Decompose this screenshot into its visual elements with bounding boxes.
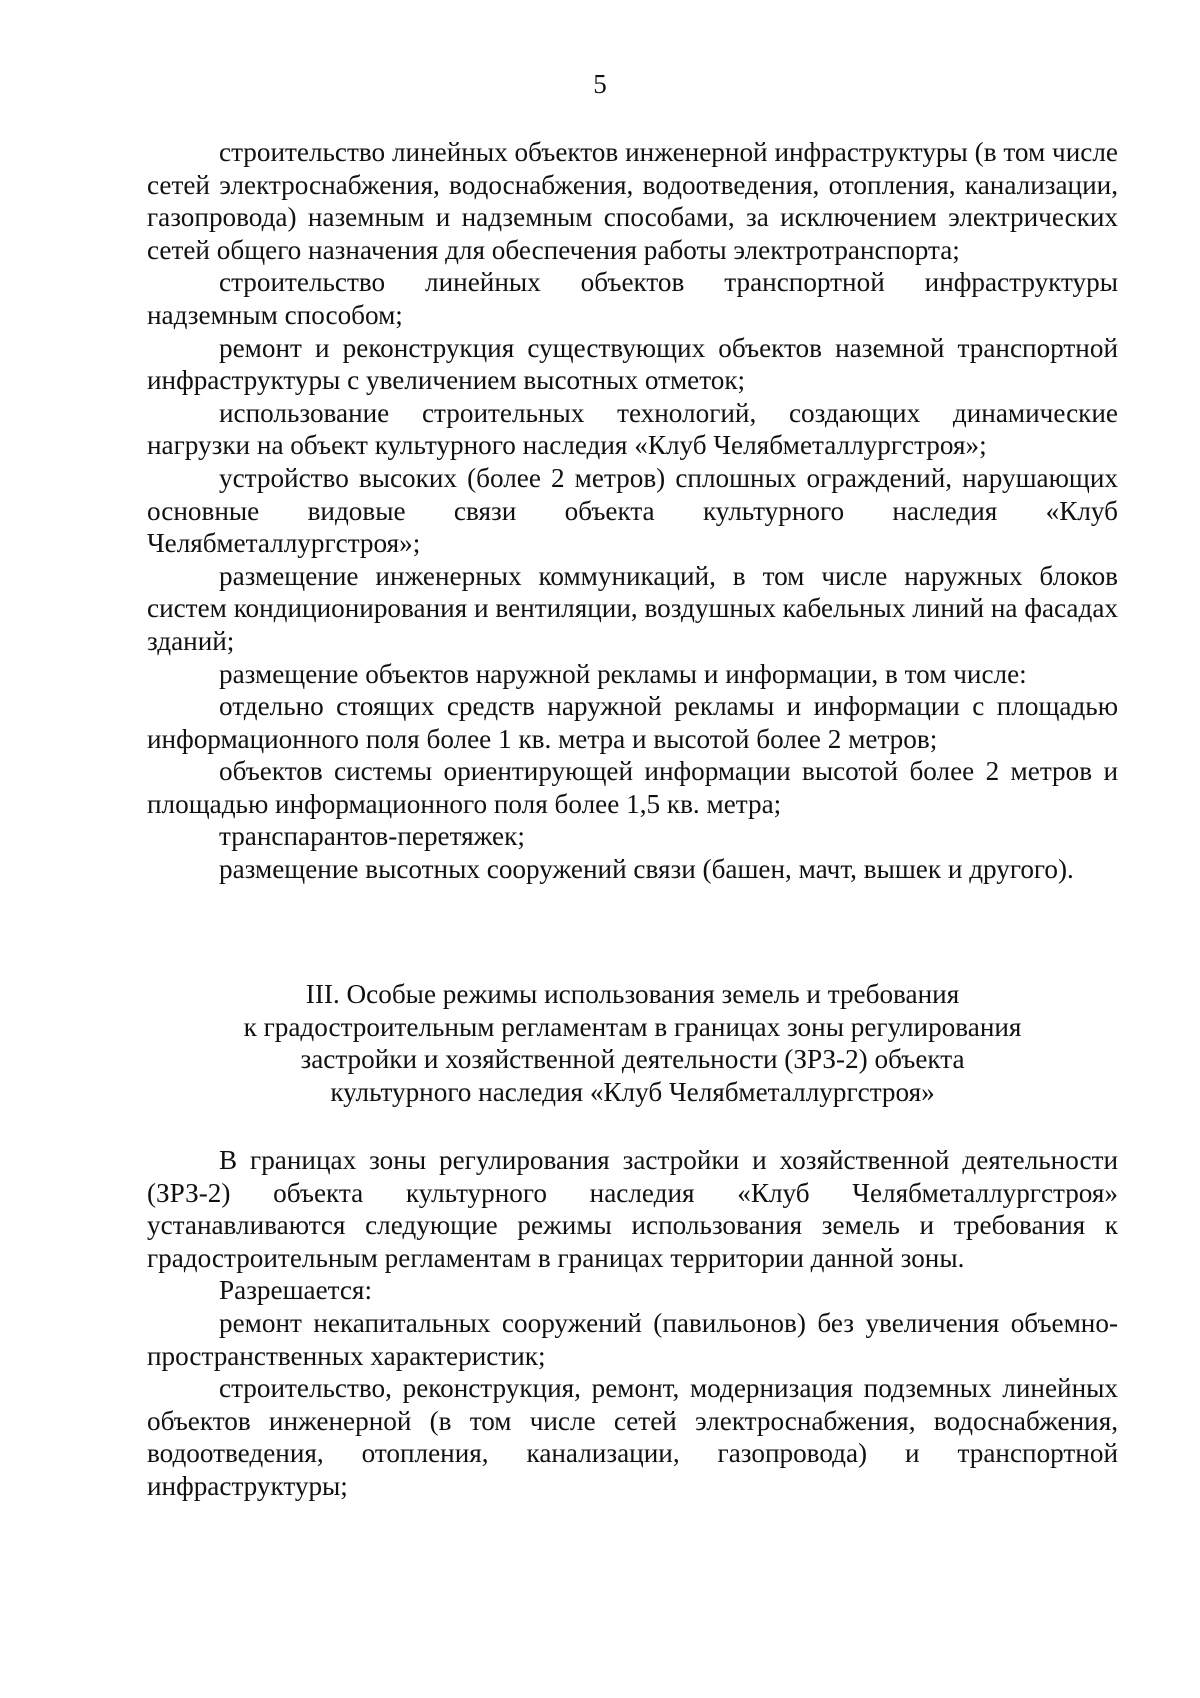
list-item: размещение инженерных коммуникаций, в том числе наружных блоков систем кондиционирования и вентиляции, воздушных кабельных линий на фасадах зданий;	[147, 560, 1118, 656]
list-item: строительство линейных объектов транспортной инфраструктуры надземным способом;	[147, 267, 1118, 330]
section-heading	[147, 978, 1118, 1108]
section-title-line: к градостроительным регламентам в границах зоны регулирования	[243, 1011, 1022, 1042]
list-item: устройство высоких (более 2 метров) сплошных ограждений, нарушающих основные видовые связи объекта культурного наследия «Клуб Челябметаллургстроя»;	[147, 462, 1118, 559]
body-paragraph: ремонт некапитальных сооружений (павильонов) без увеличения объемно-пространственных характеристик;	[147, 1307, 1118, 1371]
section-body	[147, 1144, 1118, 1503]
section-title-line: культурного наследия «Клуб Челябметаллургстроя»	[330, 1076, 935, 1107]
body-paragraph: В границах зоны регулирования застройки и хозяйственной деятельности (ЗРЗ-2) объекта культурного наследия «Клуб Челябметаллургстроя» устанавливаются следующие режимы использования земель и требования к градостроительным регламентам в границах территории данной зоны.	[147, 1145, 1118, 1273]
list-item: отдельно стоящих средств наружной рекламы и информации с площадью информационного поля более 1 кв. метра и высотой более 2 метров;	[147, 691, 1118, 754]
page-number: 5	[593, 69, 607, 99]
list-item: размещение высотных сооружений связи (башен, мачт, вышек и другого).	[219, 854, 1074, 885]
list-item: транспарантов-перетяжек;	[219, 821, 525, 852]
list-item: строительство линейных объектов инженерной инфраструктуры (в том числе сетей электроснабжения, водоснабжения, водоотведения, отопления, канализации, газопровода) наземным и надземным способами, за исключением электрических сетей общего назначения для обеспечения работы электротранспорта;	[147, 137, 1118, 265]
section-title	[147, 978, 1118, 1108]
body-paragraph: Разрешается:	[219, 1275, 372, 1306]
body-paragraph: строительство, реконструкция, ремонт, модернизация подземных линейных объектов инженерной (в том числе сетей электроснабжения, водоснабжения, водоотведения, отопления, канализации, газопровода) и транспортной инфраструктуры;	[147, 1373, 1118, 1501]
section-title-line: застройки и хозяйственной деятельности (ЗРЗ-2) объекта	[300, 1044, 965, 1075]
section-title-line: III. Особые режимы использования земель и требования	[305, 979, 960, 1009]
list-item: объектов системы ориентирующей информации высотой более 2 метров и площадью информационного поля более 1,5 кв. метра;	[147, 756, 1118, 819]
prohibited-activities-list	[147, 136, 1118, 886]
list-item: использование строительных технологий, создающих динамические нагрузки на объект культурного наследия «Клуб Челябметаллургстроя»;	[147, 397, 1118, 461]
list-item: ремонт и реконструкция существующих объектов наземной транспортной инфраструктуры с увеличением высотных отметок;	[147, 332, 1118, 396]
list-item: размещение объектов наружной рекламы и информации, в том числе:	[219, 658, 1027, 689]
